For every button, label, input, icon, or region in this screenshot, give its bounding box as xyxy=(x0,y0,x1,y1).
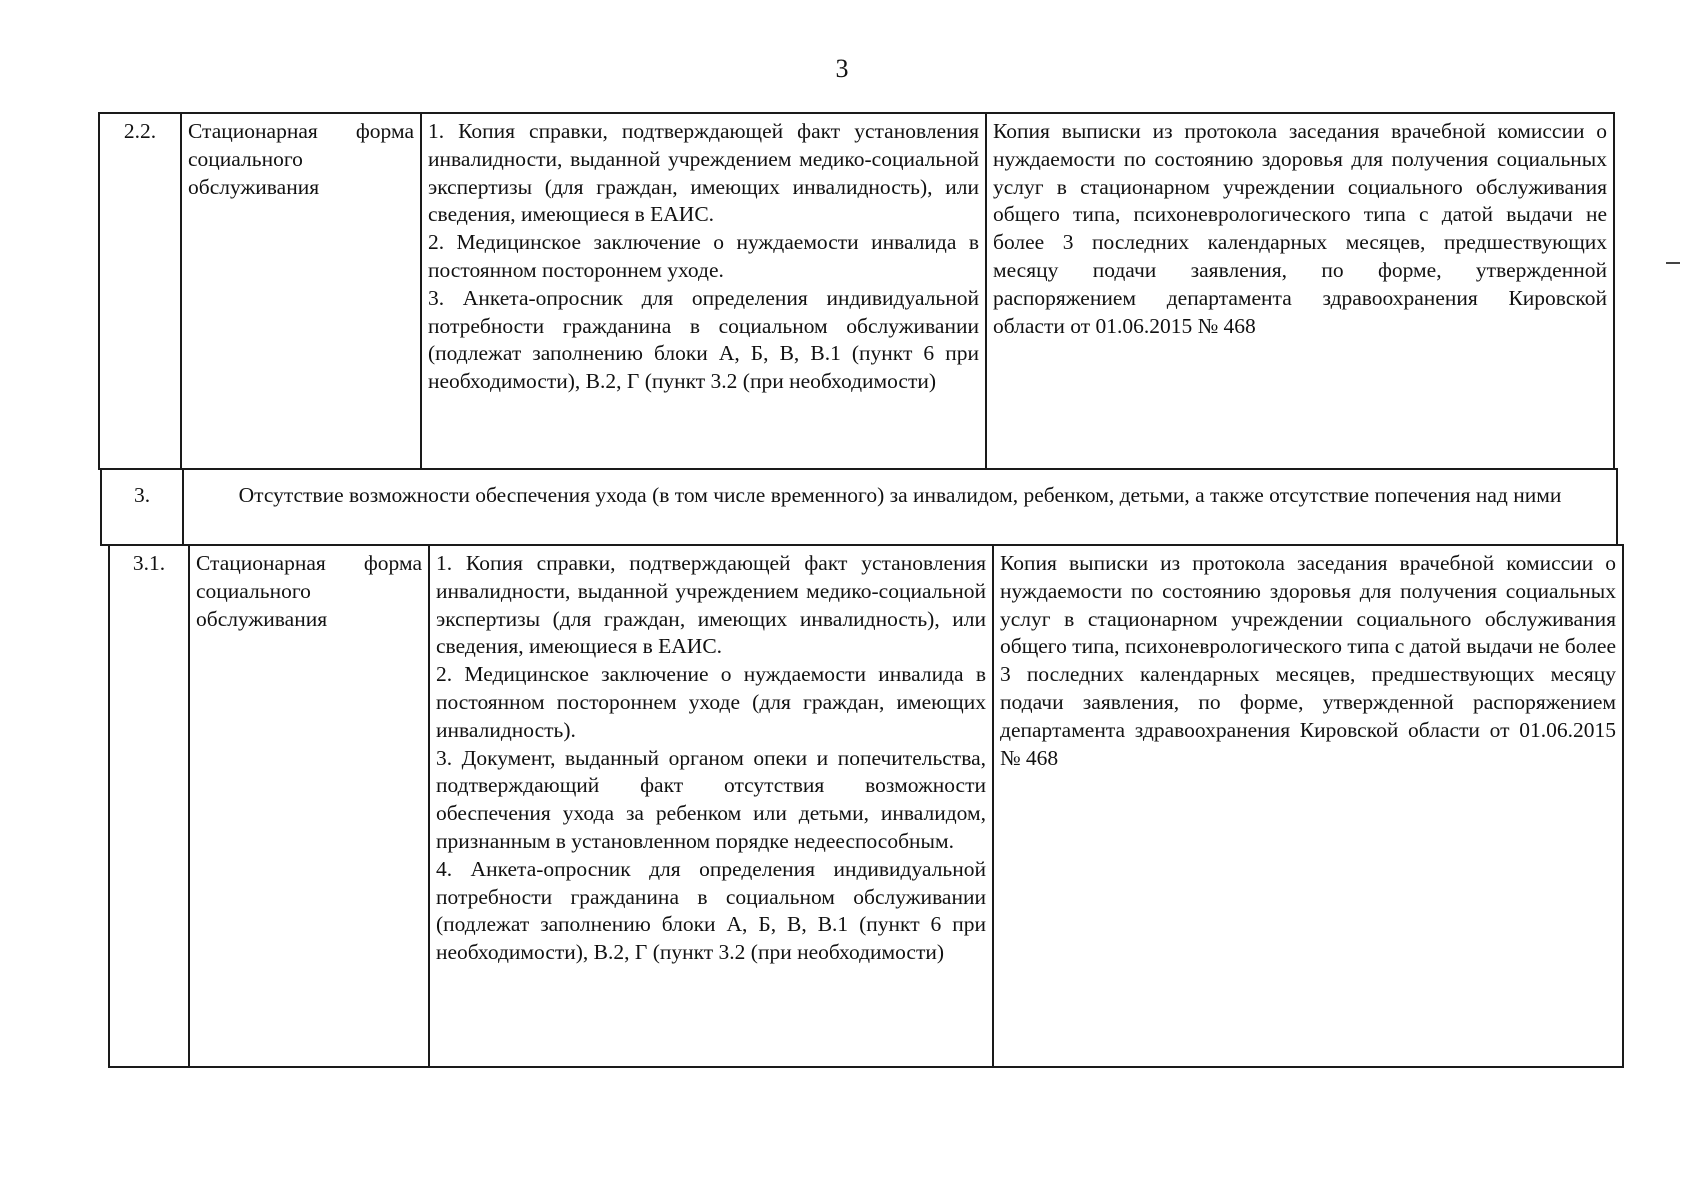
page-number: 3 xyxy=(835,54,849,83)
document-item: 3. Документ, выданный органом опеки и попечительства, подтверждающий факт отсутствия возможности обеспечения ухода за ребенком или детьми, инвалидом, признанным в установленном порядке недееспособным. xyxy=(436,745,986,853)
medical-document-cell: Копия выписки из протокола заседания врачебной комиссии о нуждаемости по состоянию здоровья для получения социальных услуг в стационарном учреждении социального обслуживания общего типа, психоневрологического типа с датой выдачи не более 3 последних календарных месяцев, предшествующих месяцу подачи заявления, по форме, утвержденной распоряжением департамента здравоохранения Кировской области от 01.06.2015 № 468 xyxy=(985,114,1613,468)
row-number: 3. xyxy=(133,483,151,507)
documents-cell xyxy=(420,114,985,468)
table-row-3-1 xyxy=(108,544,1624,1068)
table-row-3 xyxy=(100,468,1618,546)
service-form-cell: Стационарная форма социального обслуживания xyxy=(188,546,428,1066)
documents-cell xyxy=(428,546,992,1066)
document-item: 4. Анкета-опросник для определения индивидуальной потребности гражданина в социальном обслуживании (подлежат заполнению блоки А, Б, В, В.1 (пункт 6 при необходимости), В.2, Г (пункт 3.2 (при необходимости) xyxy=(436,856,986,965)
row-number: 3.1. xyxy=(132,551,166,575)
document-item: 3. Анкета-опросник для определения индивидуальной потребности гражданина в социальном обслуживании (подлежат заполнению блоки А, Б, В, В.1 (пункт 6 при необходимости), В.2, Г (пункт 3.2 (при необходимости) xyxy=(428,285,979,394)
section-heading-cell: Отсутствие возможности обеспечения ухода (в том числе временного) за инвалидом, ребенком, детьми, а также отсутствие попечения над ними xyxy=(182,470,1616,544)
margin-mark xyxy=(1666,262,1680,264)
document-item: 2. Медицинское заключение о нуждаемости инвалида в постоянном постороннем уходе. xyxy=(428,230,979,282)
medical-document-cell: Копия выписки из протокола заседания врачебной комиссии о нуждаемости по состоянию здоровья для получения социальных услуг в стационарном учреждении социального обслуживания общего типа, психоневрологического типа с датой выдачи не более 3 последних календарных месяцев, предшествующих месяцу подачи заявления, по форме, утвержденной распоряжением департамента здравоохранения Кировской области от 01.06.2015 № 468 xyxy=(992,546,1622,1066)
document-item: 1. Копия справки, подтверждающей факт установления инвалидности, выданной учреждением медико-социальной экспертизы (для граждан, имеющих инвалидность), или сведения, имеющиеся в ЕАИС. xyxy=(436,551,986,659)
service-form-cell: Стационарная форма социального обслуживания xyxy=(180,114,420,468)
row-number: 2.2. xyxy=(123,119,157,143)
document-item: 2. Медицинское заключение о нуждаемости инвалида в постоянном постороннем уходе (для граждан, имеющих инвалидность). xyxy=(436,662,986,742)
table-row-2-2 xyxy=(98,112,1615,470)
document-item: 1. Копия справки, подтверждающей факт установления инвалидности, выданной учреждением медико-социальной экспертизы (для граждан, имеющих инвалидность), или сведения, имеющиеся в ЕАИС. xyxy=(428,119,979,227)
